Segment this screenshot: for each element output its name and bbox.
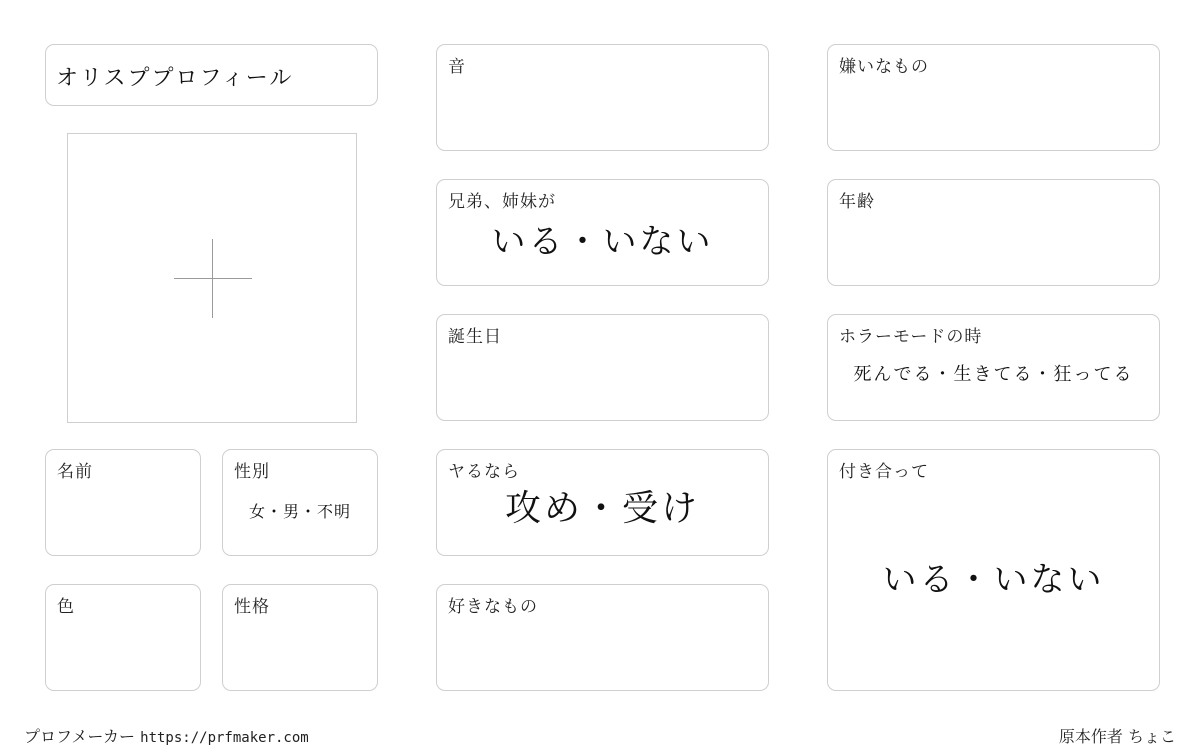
role-field[interactable] [436, 449, 769, 556]
dating-label: 付き合って [839, 462, 929, 482]
gender-label: 性別 [234, 462, 270, 482]
role-options[interactable]: 攻め・受け [504, 488, 700, 529]
age-field[interactable] [827, 179, 1160, 286]
dating-options[interactable]: いる・いない [882, 560, 1105, 600]
horror-options[interactable]: 死んでる・生きてる・狂ってる [853, 364, 1134, 385]
role-label: ヤるなら [448, 462, 520, 482]
personality-label: 性格 [234, 597, 270, 617]
siblings-options[interactable]: いる・いない [491, 222, 714, 262]
gender-field[interactable] [222, 449, 378, 556]
sound-label: 音 [448, 57, 466, 77]
gender-options[interactable]: 女・男・不明 [248, 502, 351, 521]
maker-label: プロフメーカー [24, 727, 136, 746]
siblings-field[interactable] [436, 179, 769, 286]
likes-label: 好きなもの [448, 597, 538, 617]
sound-field[interactable] [436, 44, 769, 151]
color-label: 色 [57, 597, 75, 617]
name-label: 名前 [57, 462, 93, 482]
dislikes-label: 嫌いなもの [839, 57, 929, 77]
birthday-field[interactable] [436, 314, 769, 421]
author-credit: 原本作者 ちょこ [1058, 727, 1176, 746]
color-field[interactable] [45, 584, 201, 691]
maker-url[interactable]: https://prfmaker.com [140, 730, 309, 746]
dating-field[interactable] [827, 449, 1160, 691]
age-label: 年齢 [839, 192, 875, 212]
horror-label: ホラーモードの時 [839, 327, 983, 347]
page-title: オリスププロフィール [56, 66, 294, 91]
title-box [45, 44, 378, 106]
personality-field[interactable] [222, 584, 378, 691]
photo-placeholder[interactable] [67, 133, 357, 423]
name-field[interactable] [45, 449, 201, 556]
likes-field[interactable] [436, 584, 769, 691]
dislikes-field[interactable] [827, 44, 1160, 151]
birthday-label: 誕生日 [448, 327, 502, 347]
siblings-label: 兄弟、姉妹が [448, 192, 556, 212]
footer-credit [24, 724, 309, 747]
horror-field[interactable] [827, 314, 1160, 421]
